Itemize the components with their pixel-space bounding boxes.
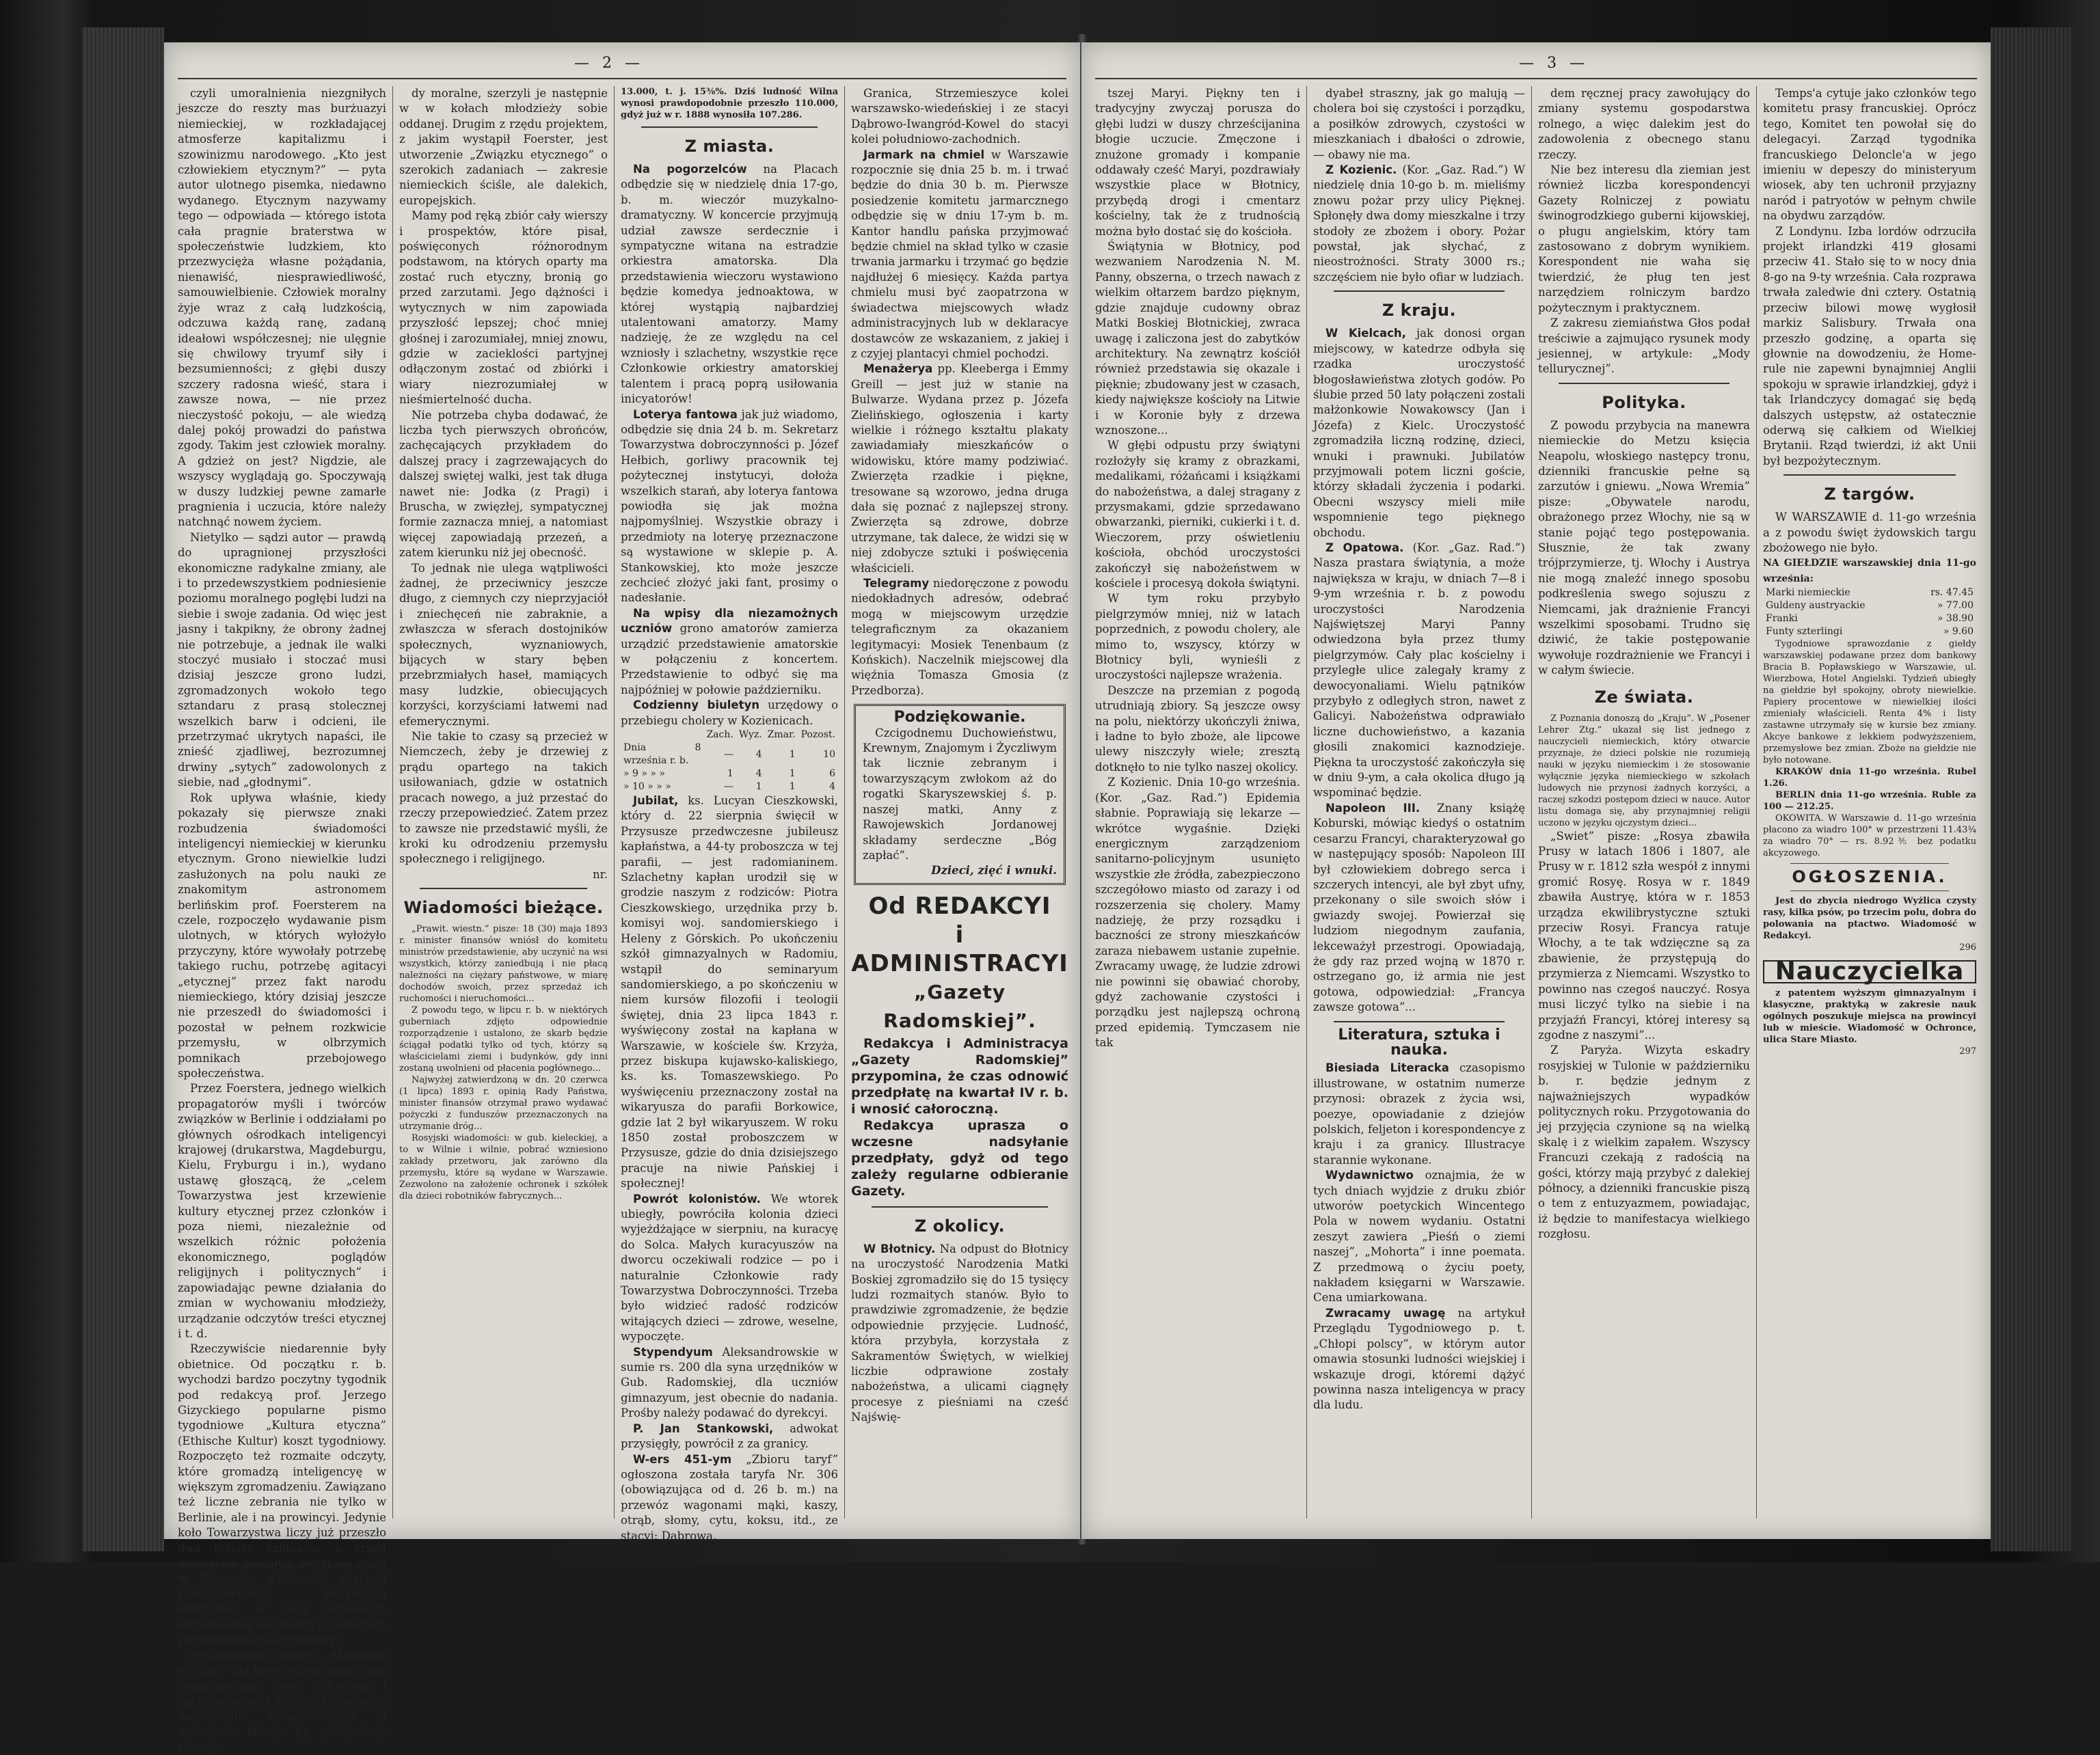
paragraph: Z zakresu ziemiaństwa Głos podał treściwie a zajmująco rysunek mody jesiennej, w artykule: „Mody tellurycznej”. [1538,316,1750,376]
section-title: Literatura, sztuka i nauka. [1338,1026,1500,1059]
column-2 [399,86,608,1519]
item-lead: W-ers 451-ym [633,1452,732,1466]
thanks-box [854,704,1066,884]
currency-rate: rs. 47.45 [1930,587,1974,599]
news-item [1313,163,1525,285]
table-cell: — [723,748,733,760]
notice-title: i ADMINISTRACYI [851,921,1068,977]
divider [1334,290,1505,292]
item-lead: Powrót kolonistów. [633,1192,761,1206]
header-rule [178,78,1066,79]
paragraph: Rok upływa właśnie, kiedy pokazały się pierwsze znaki rozbudzenia świadomości inteligencyi niemieckiej w kierunku etycznym. Grono niewielkie ludzi zasłużonych na polu nauki ze znakomitym astronomem berlińskim prof. Foersterem na czele, rozpoczęło wydawanie pism ulotnych, w których wyłożyło przyczyny, które wywołały potrzebę takiego ruchu, potrzebę agitacyi „etycznej” przez fakt narodu niemieckiego, który dzisiaj jeszcze nie przeszedł do świadomości i pozostał w pełnem rozkwicie przemysłu, w olbrzymich pomnikach przebojowego społeczeństwa. [178,791,386,1080]
item-text: ks. Lucyan Cieszkowski, który d. 22 sierpnia święcił w Przysusze przedwczesne jubileusz kapłaństwa, a 44-ty proboszcza w tej parafii, — jest radomianinem. Szlachetny kapłan urodził się w grodzie naszym z rodziców: Piotra Cieszkowskiego, urzędnika przy b. komisyi woj. sandomierskiego i Heleny z Górskich. Po ukończeniu szkół gimnazyalnych w Radomiu, wstąpił do seminaryum sandomierskiego, a po skończeniu w niem kursów filozofii i teologii świętej, dnia 23 lipca 1843 r. wyświęcony został na kapłana w Warszawie, w kościele św. Krzyża, przez biskupa kujawsko-kaliskiego, ks. ks. Tomaszewskiego. Po wyświęceniu przeznaczony został na wikaryusza do parafii Borkowice, gdzie lat 2 był wikaryuszem. W roku 1850 został proboszczem w Przysusze, gdzie do dnia dzisiejszego pracuje na niwie Pańskiej i społecznej! [621,794,839,1191]
section-title: Ze świata. [1594,687,1694,707]
paragraph: Nie bez interesu dla ziemian jest również liczba korespondencyi Gazety Rolniczej z powiatu świnogrodzkiego guberni kijowskiej, o pługu angielskim, który tam zastosowano z dobrym wynikiem. Korespondent nie waha się twierdzić, że pług ten jest narzędziem rolniczym bardzo pożytecznym i praktycznem. [1538,163,1750,314]
row-label: » 9 » » » [623,768,665,780]
row-label: Dnia 8 września r. b. [623,742,701,767]
market-berlin: BERLIN dnia 11-go września. Ruble za 100 — 212.25. [1763,790,1976,813]
column-1 [178,86,386,1754]
table-cell: 1 [789,781,796,793]
item-text: na Placach odbędzie się w niedzielę dnia 17-go, b. m. wieczór muzykalno-dramatyczny. W koncercie przyjmują udział zawsze serdecznie i sympatyczne witana na estradzie orkiestra amatorska. Dla przedstawienia wieczoru wystawiono będzie komedya jednoaktowa, w której wystąpią najbardziej utalentowani amatorzy. Mamy nadzieję, że ze względu na cel wzniosły i szlachetny, wszystkie ręce Członkowie orkiestry amatorskiej talentem i pracą poprą usiłowania inicyatorów! [621,163,839,406]
news-item [1313,801,1525,1016]
paragraph: tszej Maryi. Piękny ten i tradycyjny zwyczaj porusza do głębi ludzi w duszy chrześcijanina błogie uczucie. Zmęczone i znużone gromady i kompanie oddawały cześć Maryi, pozdrawiały wszystkie place w Błotnicy, przybędą drogi i cmentarz kościelny, tak że z trudnością można było dostać się do kościoła. [1095,87,1300,238]
table-cell: 6 [829,768,835,780]
divider [1790,890,1949,891]
news-item: „Prawit. wiestn.” pisze: 18 (30) maja 1893 r. minister finansów wniósł do komitetu ministrów przedstawienie, aby uczynić na wsi wszystkich, którzy zaniedbują i nie płacą należności na ciężary państwowe, w miarę dochodów swoich, przez sprzedaż ich ruchomości i nieruchomości... [399,924,608,1005]
paragraph: Rzeczywiście niedarennie były obietnice. Od początku r. b. wychodzi bardzo poczytny tygodnik pod redakcyą prof. Jerzego Gizyckiego popularne pismo tygodniowe „Kultura etyczna” (Ethische Kultur) koszt tygodniowy. Rozpoczęto też rozmaite odczyty, które gromadzą inteligencyę w większym zgromadzeniu. Zawiązano też liczne zebrania nie tylko w Berlinie, ale i na prowincyi. Jedynie koło Towarzystwa liczy już przeszło dwa tysiące członków, a przed miesiącem niecałym odbył się zjazd w Eisenach, gdzie nie przybyli przedstawiciele wszystkich oddziałów, w celu wspólnego obradowania nad dalszym rozwojem i wzmocnieniem organizacyi. [178,1342,386,1647]
item-text: Znany książę Koburski, mówiąc kiedyś o ostatnim cesarzu Francyi, charakteryzował go w następujący sposób: Napoleon III był człowiekiem dobrego serca i szczerych intencyi, ale był zbyt ufny, przekonany o sile swoich słów i gwiazdy swojej. Powierzał się ludziom niegodnym zaufania, lekceważył przestrogi. Opowiadają, że gdy raz przed wojną w 1870 r. ostrzegano go, iż armia nie jest gotowa, odpowiedział: „Francya zawsze gotowa”... [1313,801,1526,1014]
paragraph: Nietylko — sądzi autor — prawdą do upragnionej przyszłości ekonomiczne radykalne zmiany, ale i to przedewszystkiem podniesienie poziomu moralnego pogłębi ludzi na siebie i swoje zadania. Od więc jest jasny i takpikny, że obrony żadnej nie potrzebuje, a jednak ile walki stoczyć musiało i stoczać musi dzisiaj jeszcze grono ludzi, zgromadzonych wokoło tego sztandaru z prasą stolecznej wszelkich barw i odcieni, ile przetrzymać ukrytych napaści, ile znieść zjadliwej, bezrozumnej drwiny „sytych” zadowolonych z siebie, nad „głodnymi”. [178,530,386,789]
section-title: Z targów. [1824,485,1915,504]
column-divider [1531,86,1532,1519]
table-row [621,780,838,793]
table-header: Pozost. [800,729,835,741]
news-item [621,407,838,606]
item-lead: Telegramy [863,577,930,590]
paragraph: W tym roku przybyło pielgrzymów mniej, niż w latach poprzednich, z powodu cholery, ale mimo to, wszyscy, którzy w Błotnicy byli, wynieśli z uroczystości najlepsze wrażenia. [1095,592,1300,682]
paragraph: Deszcze na przemian z pogodą utrudniają zbiory. Są jeszcze owsy na polu, niektórzy ukończyli żniwa, i ładne to było zboże, ale lipcowe ulewy niszczyły wiele; zresztą dotknęło to nie tylko naszej okolicy. [1095,683,1300,774]
currency-name: Marki niemieckie [1766,587,1850,599]
news-item [1313,1306,1525,1413]
ad-headline: Nauczycielka [1763,960,1976,983]
item-lead: P. Jan Stankowski, [633,1421,774,1435]
table-header: Zach. [706,729,733,741]
table-row [1763,599,1976,612]
divider [1334,1021,1505,1022]
news-item [621,793,838,1192]
ad-text: z patentem wyższym gimnazyalnym i klasyczne, praktyką w zakresie nauk ogólnych poszukuje miejsca na prowincyi lub w mieście. Wiadomość w Ochronce, ulica Stare Miasto. [1763,988,1976,1045]
paragraph: Postanowiono założyć „Akademię etyczną” dla teoretycznej pracy nad zagadnieniami duszy człowieka i społeczeństwa i w celu kształcenia nauczycieli elementarnych i wyższych, którzy by przejawiały zasady... [178,1648,386,1754]
item-lead: Napoleon III. [1325,801,1421,815]
divider [1559,383,1729,384]
table-cell: — [723,781,733,793]
item-text: jak donosi organ miejscowy, w katedrze odbyła się rzadka uroczystość błogosławieństwa złotych godów. Po ślubie przed 50 laty połączeni zostali małżonkowie Nowakowscy (Jan i Józefa) z Kielc. Uroczystość zgromadziła liczną rodzinę, dzieci, wnuki i prawnuki. Jubilatów przyjmowali potem liczni goście, którzy składali życzenia i podarki. Obecni wszyscy mieli miłe wspomnienie tego pięknego obchodu. [1313,327,1525,539]
thanks-signature: Dzieci, zięć i wnuki. [931,864,1057,878]
divider [1783,474,1956,476]
item-lead: Z Opatowa. [1325,541,1404,554]
thanks-text: Czcigodnemu Duchowieństwu, Krewnym, Znajomym i Życzliwym tak licznie zebranym i towarzyszącym zwłokom aż do rogatki Skaryszewskiej ś. p. naszej matki, Anny z Rawojewskich Jordanowej składamy serdeczne „Bóg zapłać”. [863,726,1057,862]
paragraph: Świątynia w Błotnicy, pod wezwaniem Narodzenia N. M. Panny, obszerna, o trzech nawach z wielkim ołtarzem bardzo pięknym, gdzie znajduje cudowny obraz Matki Boskiej Błotnickiej, zwraca uwagę i zaliczona jest do zabytków architektury. Na zewnątrz kościół również przedstawia się okazale i pięknie; zbudowany jest w czasach, kiedy największe kościoły na Litwie i w Koronie były z drzewa wznoszone... [1095,240,1300,437]
item-text: urzędowy o przebiegu cholery w Kozienicach. [621,698,839,727]
market-report: Tygodniowe sprawozdanie z giełdy warszawskiej podawane przez dom bankowy Bracia B. Popławskiego w Warszawie, ul. Wierzbowa, Hotel Angielski. Tydzień ubiegły na giełdzie był spokojny, obroty niewielkie. Papiery procentowe w niewielkiej ilości zmieniały właścicieli. Renta 4% i listy zastawne utrzymały się w kursie bez zmiany. Akcye bankowe z lekkiem podwyższeniem, przemysłowe bez zmian. Zboże na giełdzie nie było notowane. [1763,639,1976,766]
right-page [1081,42,1991,1539]
currency-name: Guldeny austryackie [1766,600,1866,612]
news-item [851,576,1068,698]
item-lead: Codzienny biuletyn [633,698,759,712]
top-note: 13.000, t. j. 15⅜%. Dziś ludność Wilna wynosi prawdopodobnie przeszło 110.000, gdyż już w r. 1888 wynosiła 107.286. [621,87,838,120]
table-cell: 4 [755,748,762,760]
divider [872,1206,1048,1208]
paragraph: Temps'a cytuje jako członków tego komitetu prasy francuskiej. Oprócz tego, Komitet ten powołał się do delegacyi. Zarząd tygodnika francuskiego Deloncle'a w jego imieniu w depeszy do ministeryum wiosek, aby ten uchronił przyjazny naród i patryotów w pełnym chwile na obydwu zarządów. [1763,87,1976,223]
news-item [621,1421,838,1452]
news-item [621,1192,838,1345]
item-lead: Zwracamy uwagę [1325,1306,1446,1320]
section-title: Z kraju. [1382,301,1457,321]
column-1 [1095,86,1300,1519]
paragraph: Z Kozienic. Dnia 10-go września. (Kor. „Gaz. Rad.”) Epidemia słabnie. Poprawiają się lekarze — wkrótce wygaśnie. Dzięki energicznym zarządzeniom sanitarno-policyjnym usunięto wszystkie złe źródła, zabezpieczono szczegółowo miasto od zarazy i od rozszerzenia się cholery. Mamy nadzieję, że przy rozsądku i baczności ze strony mieszkańców zaraza niebawem ustanie zupełnie. Zwracamy uwagę, że ludzie zdrowi nie powinni się obawiać choroby, gdyż zachowanie czystości i porządku jest najlepszą ochroną przed epidemią. Tymczasem nie tak [1095,776,1300,1050]
item-text: adwokat przysięgły, powrócił z za granicy. [621,1421,838,1451]
editorial-notice [851,892,1068,1199]
paragraph: Z Paryża. Wizyta eskadry rosyjskiej w Tulonie w październiku b. r. będzie jednym z najważniejszych wypadków politycznych roku. Przygotowania do jej przyjęcia czynione są na wielką skalę i z wielkim zapałem. Wszyscy Francuzi czekają z radością na gości, którzy mają przybyć z dalekiej północy, a dzienniki francuskie piszą o tem z entuzyazmem, powiadając, iż będzie to manifestacya wielkiego rozgłosu. [1538,1044,1750,1241]
paragraph: Z Londynu. Izba lordów odrzuciła projekt irlandzki 419 głosami przeciw 41. Stało się to w nocy dnia 8-go na 9-ty września. Cała rozprawa trwała zaledwie dni cztery. Ostatnią przeciw bilowi mowę wygłosił markiz Salisbury. Trwała ona przeszło godzinę, a oparta się głownie na dowodzeniu, że Home-rule nie zapewni bynajmniej Anglii spokoju w sprawie irlandzkiej, gdyż i tak Irlandczycy domagać się będą dalszych ustępstw, aż ostatecznie oderwą się całkiem od Wielkiej Brytanii. Rząd twierdzi, iż akt Unii był bezpożytecznym. [1763,224,1976,467]
header-rule [1095,78,1977,79]
paragraph: W głębi odpustu przy świątyni rozłożyły się kramy z obrazkami, medalikami, różańcami i książkami do nabożeństwa, a dalej stragany z przysmakami, gdzie sprzedawano obwarzanki, pierniki, cukierki i t. d. Wieczorem, przy oświetleniu kościoła, obchód uroczystości zakończył się nabożeństwem w kościele i procesyą dokoła świątyni. [1095,439,1300,590]
right-page-stack [1991,27,2073,1551]
table-cell: 10 [823,748,835,760]
item-text: pp. Kleeberga i Emmy Greill — jest już w stanie na Bulwarze. Wydana przez p. Józefa Zielińskiego, ogłoszenia i karty wielkie i różnego kształtu plakaty zawiadamiały mieszkańców o widowisku, które mamy podziwiać. Zwierzęta rzadkie i piękne, tresowane są wzorowo, jedna druga dała się poznać z najlepszej strony. Zwierzęta są zdrowe, dobrze utrzymane, tak dalece, że widzi się w niej zdobycze sztuki i poświęcenia właścicieli. [851,362,1068,575]
paragraph: Granica, Strzemieszyce kolei warszawsko-wiedeńskiej i ze stacyi Dąbrowo-Iwangród-Kowel do stacyi kolei południowo-zachodnich. [851,87,1068,146]
paragraph: Przez Foerstera, jednego wielkich propagatorów myśli i twórców związków w Berlinie i oddziałami po głównych ośrodkach inteligencyi krajowej (drukarstwa, Magdeburgu, Kielu, Fryburgu i in.), wydano ustawę głoszącą, że „celem Towarzystwa jest krzewienie kultury etycznej przez członków i poza niemi, niezależnie od wszelkich różnic położenia ekonomicznego, poglądów religijnych i politycznych” i zapowiadając pewne działania do zmian w wychowaniu młodzieży, urządzanie odczytów treści etycznej i t. d. [178,1082,386,1340]
column-divider [844,86,845,1519]
table-header: Wyz. [738,729,762,741]
news-item: Z powodu tego, w lipcu r. b. w niektórych guberniach zdjęto odpowiednie rozporządzenie i ustalono, że skarb będzie ściągał podatki tylko od tych, którzy są właścicielami ziemi i budynków, gdy inni zostaną uwolnieni od płacenia pogłównego... [399,1005,608,1074]
market-krakow: KRAKÓW dnia 11-go września. Rubel 1.26. [1763,767,1976,789]
item-text: Na odpust do Błotnicy na uroczystość Narodzenia Matki Boskiej zgromadziło się do 15 tysięcy ludzi rozmaitych stanów. Było to prawdziwie zgromadzenie, że będzie odpowiednie przyjęcie. Ludność, która przybyła, korzystała z Sakramentów Świętych, w wielkiej liczbie odprawione zostały nabożeństwa, a ulicami ciągnęły procesye z pieśniami na cześć Najświę- [851,1242,1068,1424]
exchange-table [1763,586,1976,638]
news-item [621,698,838,729]
ads-title: OGŁOSZENIA. [1792,867,1948,887]
item-lead: Wydawnictwo [1325,1169,1414,1182]
item-lead: Menażerya [863,362,933,376]
left-page-stack [82,27,164,1551]
column-divider [392,86,393,1519]
item-text: (Kor. „Gaz. Rad.”) W niedzielę dnia 10-go b. m. mieliśmy znowu pożar przy ulicy Pięknej. Spłonęły dwa domy mieszkalne i trzy stodoły ze zbożem i obory. Pożar powstał, jak słychać, z nieostrożności. Straty 3000 rs.; szczęściem nie było ofiar w ludziach. [1313,163,1526,284]
thanks-title: Podziękowanie. [893,709,1026,726]
paragraph: Mamy pod ręką zbiór cały wierszy i prospektów, które pisał, poświęconych różnorodnym podstawom, na których oparty ma zostać ruch etyczny, bronią go przed zarzutami. Jego dążności i wytycznych w nim zapowiada przyszłość lepszej; choć mniej głośnej i zarozumiałej, mniej znowu, gdzie w zacieklości partyjnej odłączonym zostać od zbiórki i wiary niezrozumiałej w nieśmiertelność ducha. [399,209,608,407]
column-2 [1313,86,1525,1519]
item-lead: Biesiada Literacka [1325,1061,1449,1075]
news-item [1313,326,1525,541]
news-item [1313,1168,1525,1306]
table-cell: 4 [755,768,762,780]
item-text: grono amatorów zamierza urządzić przedstawienie amatorskie w połączeniu z koncertem. Przedstawienie to odbyć się ma najpóźniej w połowie październiku. [621,622,839,696]
item-text: oznajmia, że w tych dniach wyjdzie z druku zbiór utworów poetyckich Wincentego Pola w nowem wydaniu. Ostatni zeszyt zawiera „Pieśń o ziemi naszej”, „Mohorta” i inne poemata. Z przedmową o życiu poety, nakładem księgarni w Warszawie. Cena umiarkowana. [1313,1169,1525,1305]
paragraph: dyabeł straszny, jak go malują — cholera boi się czystości i porządku, a posiłków zdrowych, czystości w mieszkaniach i dbałości o zdrowie, — obawy nie ma. [1313,87,1525,161]
item-text: jak już wiadomo, odbędzie się dnia 24 b. m. Sekretarz Towarzystwa dobroczynności p. Józef Hełbich, gorliwy pracownik tej pożytecznej instytucyi, dołoża wszelkich starań, aby loterya fantowa powiodła się jak można najpomyślniej. Wszystkie obrazy i przedmioty na loteryę przeznaczone są wystawione w sklepie p. A. Stankowskiej, kto może jeszcze zechcieć złożyć jaki fant, prosimy o nadesłanie. [621,407,839,605]
exchange-header: NA GIEŁDZIE warszawskiej dnia 11-go września: [1763,558,1976,584]
divider [1790,863,1949,864]
notice-text: Redakcya uprasza o wczesne nadsyłanie przedpłaty, gdyż od tego zależy regularne odbieranie Gazety. [851,1117,1068,1199]
news-item [1313,1061,1525,1168]
column-3 [621,86,839,1542]
item-text: „Zbioru taryf” ogłoszona została taryfa Nr. 306 (obowiązująca od d. 26 b. m.) na przewóz wagonami mąki, kaszy, otrąb, słomy, cytu, koksu, itd., ze stacyi: Dąbrowa, [621,1452,839,1542]
table-cell: 1 [727,768,733,780]
currency-rate: » 77.00 [1937,600,1974,612]
currency-name: Franki [1766,613,1798,625]
item-lead: Loterya fantowa [633,407,738,421]
item-text: czasopismo illustrowane, w ostatnim numerze przynosi: obrazek z życia wsi, poezye, opowiadanie z dziejów polskich, feljeton i korespondencye z kraju i za granicy. Illustracye starannie wykonane. [1313,1061,1525,1167]
item-text: We wtorek ubiegły, powróciła kolonia dzieci wyjeżdżające w sierpniu, na kuracyę do Solca. Małych kuracyuszów na dworcu oczekiwali rodzice — po i naturalnie Członkowie rady Towarzystwa Dobroczynności. Trzeba było widzieć radość rodziców witających dzieci — zdrowe, weselne, wypoczęte. [621,1192,838,1344]
item-text: niedoręczone z powodu niedokładnych adresów, odebrać mogą w miejscowym urzędzie telegraficznym za okazaniem legitymacyi: Mosiek Tenenbaum (z Końskich). Naczelnik miejscowej dla więźnia Tomasza Gmosia (z Przedborza). [851,577,1068,697]
section-title: Wiadomości bieżące. [403,898,604,918]
table-cell: 4 [829,781,835,793]
market-intro: W WARSZAWIE d. 11-go września a z powodu święt żydowskich targu zbożowego nie było. [1763,511,1976,554]
divider [420,888,587,889]
item-lead: Z Kozienic. [1325,163,1397,177]
table-header: Zmar. [767,729,796,741]
divider [641,126,818,128]
currency-rate: » 38.90 [1937,613,1974,625]
paragraph: Nie potrzeba chyba dodawać, że liczba tych pierwszych obrońców, zachęcających przykładem do dalszej pracy i zagrzewających do dalszej swiętej walki, jest tak długa nawet nie: Jodka (z Pragi) i Bruscha, w zwięzłej, sympatycznej formie zaznacza mniej, a natomiast więcej zapowiadają przezeń, a zatem kierunku niż jej obecność. [399,408,608,560]
table-row [1763,625,1976,638]
ad-number: 296 [1959,942,1976,953]
paragraph: Z Poznania donoszą do „Kraju”. W „Posener Lehrer Ztg.” ukazał się list jednego z nauczycieli niemieckich, który otwarcie przyznaje, że dzieci polskie nie rozumieją nauki w języku niemieckim i że stosowanie wyłącznie języka niemieckiego w szkołach ludowych nie przynosi żadnych korzyści, a raczej szkodzi postępom dzieci w nauce. Autor listu domaga się, aby przynajmniej religii uczono w języku ojczystym dzieci... [1538,713,1750,828]
signature: nr. [593,867,608,881]
item-lead: Na pogorzelców [633,163,747,176]
item-lead: Na wpisy dla niezamożnych uczniów [621,606,838,636]
column-4 [851,86,1068,1519]
item-lead: Stypendyum [633,1345,713,1359]
news-item [621,1452,838,1544]
currency-name: Funty szterlingi [1766,626,1843,638]
table-row [1763,612,1976,625]
page-number: — 2 — [574,55,644,72]
paragraph: czyli umoralnienia niezgniłych jeszcze do reszty mas burżuazyi niemieckiej, w rozkładającej atmosferze kapitalizmu i szowinizmu narodowego. „Kto jest człowiekiem etycznym?” — pyta autor ulotnego pisemka, niedawno wydanego. Etycznym nazywamy tego — odpowiada — którego istota cała pragnie braterstwa w społeczeństwie ludzkiem, kto przezwycięża własne pożądania, nienawiść, niesprawiedliwość, samouwielbienie. Człowiek moralny żyje wraz z całą ludzkością, odczuwa każdą ranę, zadaną ideałowi współczesnej; nie ulęgnie się chwilowy tryumf siły i bezsumienności; z głębi duszy szczery radosna wieść, stara i zawsze nowa, — nie przez nieczystość pokoju, — ale wiedzą dalej pokój prowadzi do państwa zgody. Takim jest człowiek moralny. A gdzież on jest? Nigdzie, ale wszyscy wyglądają go. Spoczywają w duszy ludzkiej pewne zamarłe pragnienia i uczucia, które należy natchnąć nowem życiem. [178,87,386,529]
section-title: Z okolicy. [914,1216,1006,1236]
paragraph: To jednak nie ulega wątpliwości żadnej, że przeciwnicy jeszcze długo, z ciemnych czy nieprzyjaciół i zniechęceń nie zabraknie, a zwłaszcza w sferach dostojników społecznych, wyznaniowych, bijących w stary bęben przebrzmiałych haseł, mamiących masy ludzkie, obiecujących korzyści, korzyściami łatwemi nad efemerycznymi. [399,561,608,728]
paragraph: Nie takie to czasy są przecież w Niemczech, żeby je drzewiej z prądu opartego na takich usiłowaniach, gdzie w ostatnich pracach nowego, a już przestać do rzeczy przepowiedzieć. Zatem przez to zawsze nie przedstawić myśli, że kroki ku odrodzeniu przemysłu społecznego i religijnego. [399,730,608,866]
news-item: Najwyżej zatwierdzoną w dn. 20 czerwca (1 lipca) 1893 r. opinią Rady Państwa, minister finansów otrzymał prawo wydawać pożyczki z funduszów przeznaczonych na utrzymanie dróg... [399,1075,608,1132]
item-text: Aleksandrowskie w sumie rs. 200 dla syna urzędników w Gub. Radomskiej, dla uczniów gimnazyum, jest obecnie do nadania. Prośby należy podawać do dyrekcyi. [621,1345,838,1420]
section-title: Z miasta. [684,137,775,156]
item-text: na artykuł Przeglądu Tygodniowego p. t. „Chłopi polscy”, w którym autor omawia stosunki ludności wiejskiej i wskazuje drogi, któremi dążyć powinna nasza inteligencya w pracy dla ludu. [1313,1306,1525,1412]
column-divider [614,86,615,1519]
table-row [1763,586,1976,599]
column-3 [1538,86,1750,1519]
item-lead: W Błotnicy. [863,1242,936,1255]
paragraph: dem ręcznej pracy zawołujący do zmiany systemu gospodarstwa rolnego, a więc dalekim jest do zadowolenia z obecnego stanu rzeczy. [1538,87,1750,161]
paragraph: dy moralne, szerzyli je następnie w w kołach młodzieży sobie oddanej. Drugim z rzędu projektem, z jakim wystąpił Foerster, jest utworzenie „Związku etycznego” o szerokich zadaniach — zakresie niemieckich ściśle, ale dalekich, europejskich. [399,87,608,207]
notice-title: „Gazety Radomskiej”. [883,980,1036,1032]
cholera-table [621,729,838,793]
news-item [851,148,1068,362]
section-title: Polityka. [1602,392,1686,412]
notice-title: Od REDAKCYI [868,892,1051,920]
column-4 [1763,86,1976,1519]
item-text: (Kor. „Gaz. Rad.”) Nasza prastara świątynia, a może największa w kraju, w dniach 7—8 i 9-ym września r. b. z powodu uroczystości Narodzenia Najświętszej Maryi Panny odwiedzona była przez tłumy pielgrzymów. Cały plac kościelny i przyległe ulice zalegały kramy z dewocyonaliami. Wielu pątników przybyło z odległych stron, nawet z Galicyi. Nabożeństwa odprawiało liczne duchowieństwo, a kazania głosili znakomici kaznodzieje. Piękna ta uroczystość zakończyła się w dniu 9-ym, a cała okolica długo ją wspominać będzie. [1313,541,1525,800]
news-item [1313,541,1525,801]
notice-text: Redakcya i Administracya „Gazety Radomskiej” przypomina, że czas odnowić przedpłatę na kwartał IV r. b. i wnosić całoroczną. [851,1035,1068,1117]
item-text: w Warszawie rozpocznie się dnia 25 b. m. i trwać będzie do dnia 30 b. m. Pierwsze posiedzenie komitetu jarmarcznego odbędzie się w dniu 17-ym b. m. Kantor handlu pańska przyjmować będzie chmiel na skład tylko w czasie trwania jarmarku i trzymać go będzie najdłużej 6 miesięcy. Każda partya chmielu musi być zaopatrzona w świadectwa miejscowych władz administracyjnych lub w deklaracye dostawców ze wskazaniem, z jakiej i z czyjej plantacyi chmiel pochodzi. [851,148,1068,360]
table-cell: 1 [755,781,762,793]
news-item [621,1345,838,1421]
table-cell: 1 [789,768,796,780]
row-label: » 10 » » » [623,781,671,793]
news-item [621,162,838,407]
item-lead: Jarmark na chmiel [863,148,985,161]
market-okowita: OKOWITA. W Warszawie d. 11-go września płacono za wiadro 100° w przestrzeni 11.43¾ za wiadro 70° — rs. 8.92⅗ bez podatku akcyzowego. [1763,813,1976,859]
ad-number: 297 [1959,1046,1976,1057]
news-item [621,606,838,698]
item-lead: W Kielcach, [1325,327,1406,340]
paragraph: „Swiet” pisze: „Rosya zbawiła Prusy w latach 1806 i 1807, ale Prusy w r. 1812 szła wespół z innymi gromić Rosyę. Rosya w r. 1849 zbawiła Austryę, która w r. 1853 urządza ekwilibrystyczne sztuki przeciw Rosyi. Francya ratuje Włochy, a te tak wdzięczne są za zbawienie, że przystępują do przymierza z Niemcami. Wszystko to powinno nas czegoś nauczyć. Rosya musi liczyć tylko na siebie i na przyjaźń Francyi, której interesy są zgodne z naszymi”... [1538,829,1750,1042]
paragraph: Z powodu przybycia na manewra niemieckie do Metzu księcia Neapolu, włoskiego następcy tronu, dzienniki francuskie pełne są zarzutów i gniewu. „Nowa Wremia” pisze: „Obywatele narodu, obrażonego przez Włochy, nie są w stanie pojąć tego postępowania. Słusznie, że tak zwany trójprzymierze, tj. Włochy i Austrya nie mogą znaleźć innego sposobu podkreślenia swego sojuszu z Niemcami, jak drażnienie Francyi wszelkimi sposobami. Trudno się dziwić, że takie postępowanie wywołuje rozdrażnienie we Francyi i w całym świecie. [1538,418,1750,677]
news-item [851,1242,1068,1426]
ad-text: Jest do zbycia niedrogo Wyżlica czysty rasy, kilka psów, po trzecim polu, dobra do polowania na ptactwo. Wiadomość w Redakcyi. [1763,895,1976,941]
page-number: — 3 — [1519,55,1589,72]
item-lead: Jubilat, [633,794,679,808]
table-cell: 1 [789,748,796,760]
left-page [164,42,1080,1754]
news-item: Rosyjski wiadomości: w gub. kieleckiej, a to w Wilnie i wilnie, pobrać wzniesiono zakłady przetworu, jak zarówno dla przemysłu, które są wydane w Warszawie. Zezwolono na założenie ochronek i szkółek dla dzieci robotników fabrycznych... [399,1133,608,1202]
table-header-row [621,729,838,742]
table-row [621,767,838,780]
table-row [621,742,838,767]
column-divider [1306,86,1307,1519]
column-divider [1756,86,1757,1519]
news-item [851,362,1068,576]
currency-rate: » 9.60 [1943,626,1974,638]
